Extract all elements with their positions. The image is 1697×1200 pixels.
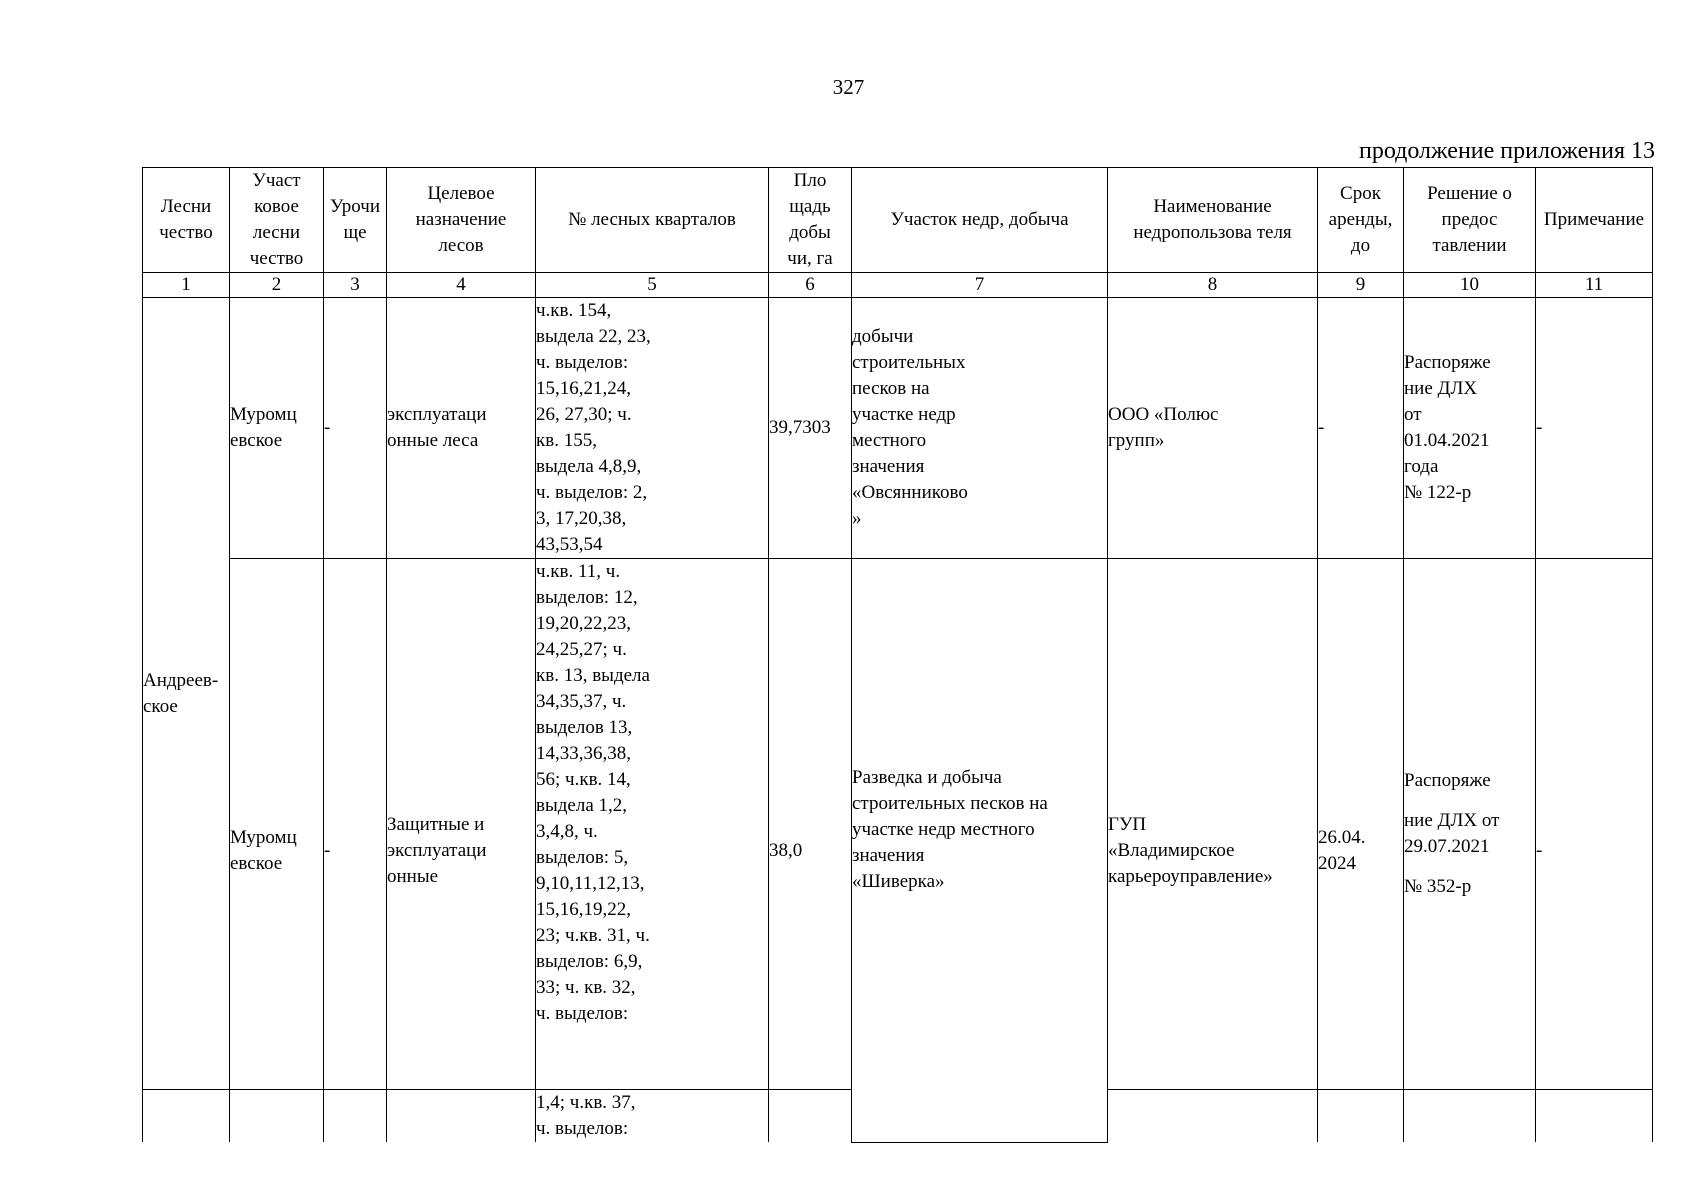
naznachenie-cell xyxy=(387,1090,536,1143)
header-urochishe: Урочи ще xyxy=(324,168,387,273)
srok-cell: - xyxy=(1318,298,1404,559)
urochishe-cell xyxy=(324,1090,387,1143)
column-number: 8 xyxy=(1108,273,1318,298)
header-ploshad: Пло щадь добы чи, га xyxy=(769,168,852,273)
column-number: 11 xyxy=(1536,273,1653,298)
forest-register-table xyxy=(142,167,1653,1143)
primechanie-cell: - xyxy=(1536,298,1653,559)
header-nedropolzovatel: Наименование недропользова теля xyxy=(1108,168,1318,273)
continuation-label: продолжение приложения 13 xyxy=(1359,138,1655,164)
table-row xyxy=(143,559,1653,1090)
column-number: 3 xyxy=(324,273,387,298)
urochishe-cell: - xyxy=(324,559,387,1090)
uchastkovoe-cell: Муромц евское xyxy=(230,298,324,559)
page-number: 327 xyxy=(832,75,865,99)
nedropolzovatel-cell: ООО «Полюс групп» xyxy=(1108,298,1318,559)
kvartaly-cell: ч.кв. 154, выдела 22, 23, ч. выделов: 15,16,21,24, 26, 27,30; ч. кв. 155, выдела 4,8,9, ч. выделов: 2, 3, 17,20,38, 43,53,54 xyxy=(536,298,769,559)
column-number: 2 xyxy=(230,273,324,298)
header-uchastok-nedr: Участок недр, добыча xyxy=(852,168,1108,273)
primechanie-cell xyxy=(1536,1090,1653,1143)
uchastok-nedr-cell: добычи строительных песков на участке недр местного значения «Овсянниково » xyxy=(852,298,1108,559)
header-row xyxy=(143,168,1653,273)
reshenie-cell: Распоряже ние ДЛХ от 29.07.2021 № 352-р xyxy=(1404,559,1536,1090)
ploshad-cell xyxy=(769,1090,852,1143)
column-number: 9 xyxy=(1318,273,1404,298)
naznachenie-cell: эксплуатаци онные леса xyxy=(387,298,536,559)
column-number-row xyxy=(143,273,1653,298)
srok-cell xyxy=(1318,1090,1404,1143)
header-srok: Срок аренды, до xyxy=(1318,168,1404,273)
kvartaly-cell: ч.кв. 11, ч. выделов: 12, 19,20,22,23, 24,25,27; ч. кв. 13, выдела 34,35,37, ч. выделов 13, 14,33,36,38, 56; ч.кв. 14, выдела 1,2, 3,4,8, ч. выделов: 5, 9,10,11,12,13, 15,16,19,22, 23; ч.кв. 31, ч. выделов: 6,9, 33; ч. кв. 32, ч. выделов: xyxy=(536,559,769,1090)
uchastok-nedr-cell: Разведка и добыча строительных песков на участке недр местного значения «Шиверка» xyxy=(852,559,1108,1143)
primechanie-cell: - xyxy=(1536,559,1653,1090)
header-lesnichestvo: Лесни чество xyxy=(143,168,230,273)
srok-cell: 26.04. 2024 xyxy=(1318,559,1404,1090)
ploshad-cell: 39,7303 xyxy=(769,298,852,559)
column-number: 5 xyxy=(536,273,769,298)
nedropolzovatel-cell xyxy=(1108,1090,1318,1143)
column-number: 6 xyxy=(769,273,852,298)
table-row xyxy=(143,298,1653,559)
header-reshenie: Решение о предос тавлении xyxy=(1404,168,1536,273)
reshenie-cell xyxy=(1404,1090,1536,1143)
column-number: 1 xyxy=(143,273,230,298)
header-primechanie: Примечание xyxy=(1536,168,1653,273)
header-kvartaly: № лесных кварталов xyxy=(536,168,769,273)
uchastkovoe-cell: Муромц евское xyxy=(230,559,324,1090)
ploshad-cell: 38,0 xyxy=(769,559,852,1090)
reshenie-cell: Распоряже ние ДЛХ от 01.04.2021 года № 122-р xyxy=(1404,298,1536,559)
naznachenie-cell: Защитные и эксплуатаци онные xyxy=(387,559,536,1090)
header-naznachenie: Целевое назначение лесов xyxy=(387,168,536,273)
column-number: 10 xyxy=(1404,273,1536,298)
column-number: 7 xyxy=(852,273,1108,298)
kvartaly-cell: 1,4; ч.кв. 37, ч. выделов: xyxy=(536,1090,769,1143)
header-uchastkovoe: Участ ковое лесни чество xyxy=(230,168,324,273)
uchastkovoe-cell xyxy=(230,1090,324,1143)
nedropolzovatel-cell: ГУП «Владимирское карьероуправление» xyxy=(1108,559,1318,1090)
lesnichestvo-cell: Андреев- ское xyxy=(143,298,230,1090)
lesnichestvo-cell xyxy=(143,1090,230,1143)
urochishe-cell: - xyxy=(324,298,387,559)
column-number: 4 xyxy=(387,273,536,298)
